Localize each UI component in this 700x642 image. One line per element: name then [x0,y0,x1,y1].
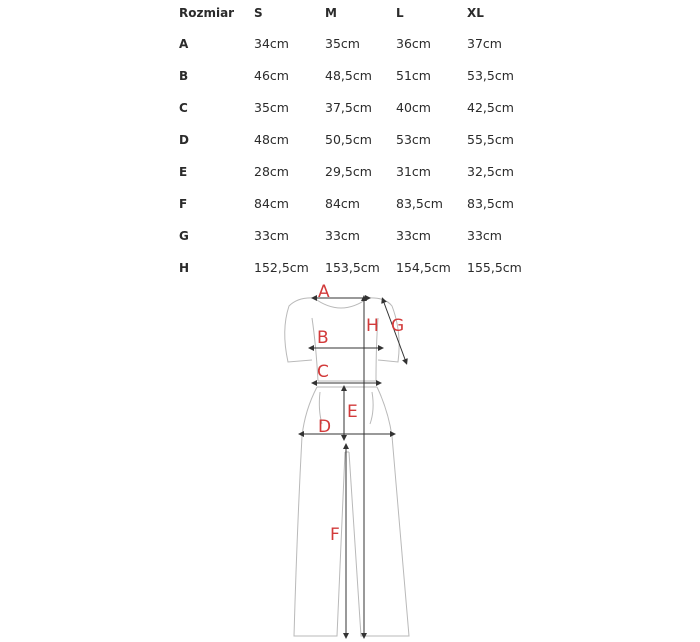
table-cell: 84cm [325,196,360,211]
table-cell: 83,5cm [396,196,443,211]
measurement-lines [301,298,406,636]
table-cell: 35cm [254,100,289,115]
table-cell: 36cm [396,36,431,51]
table-cell: 40cm [396,100,431,115]
table-cell: 37cm [467,36,502,51]
table-cell: 48,5cm [325,68,372,83]
header-xl: XL [467,6,484,20]
header-s: S [254,6,263,20]
table-cell: 32,5cm [467,164,514,179]
table-cell: 50,5cm [325,132,372,147]
label-a: A [318,282,330,302]
header-m: M [325,6,337,20]
jumpsuit-outline [285,298,409,636]
row-label: H [179,261,190,275]
table-cell: 53,5cm [467,68,514,83]
label-g: G [391,316,405,336]
table-cell: 42,5cm [467,100,514,115]
row-label: C [179,101,188,115]
header-size: Rozmiar [179,6,235,20]
row-label: A [179,37,189,51]
table-cell: 35cm [325,36,360,51]
table-cell: 34cm [254,36,289,51]
label-b: B [317,328,329,348]
table-cell: 154,5cm [396,260,451,275]
table-cell: 33cm [467,228,502,243]
label-c: C [317,362,329,382]
table-cell: 55,5cm [467,132,514,147]
label-f: F [330,525,340,545]
row-label: F [179,197,188,211]
table-cell: 46cm [254,68,289,83]
row-label: B [179,69,189,83]
table-cell: 153,5cm [325,260,380,275]
table-cell: 31cm [396,164,431,179]
header-l: L [396,6,404,20]
table-cell: 37,5cm [325,100,372,115]
label-d: D [318,417,332,437]
table-cell: 28cm [254,164,289,179]
row-label: D [179,133,189,147]
table-cell: 33cm [396,228,431,243]
table-cell: 152,5cm [254,260,309,275]
table-cell: 33cm [254,228,289,243]
label-h: H [366,316,379,336]
table-cell: 29,5cm [325,164,372,179]
table-cell: 48cm [254,132,289,147]
row-label: G [179,229,189,243]
table-cell: 83,5cm [467,196,514,211]
label-e: E [347,402,358,422]
table-cell: 155,5cm [467,260,522,275]
table-cell: 53cm [396,132,431,147]
table-cell: 51cm [396,68,431,83]
table-cell: 84cm [254,196,289,211]
table-cell: 33cm [325,228,360,243]
row-label: E [179,165,188,179]
